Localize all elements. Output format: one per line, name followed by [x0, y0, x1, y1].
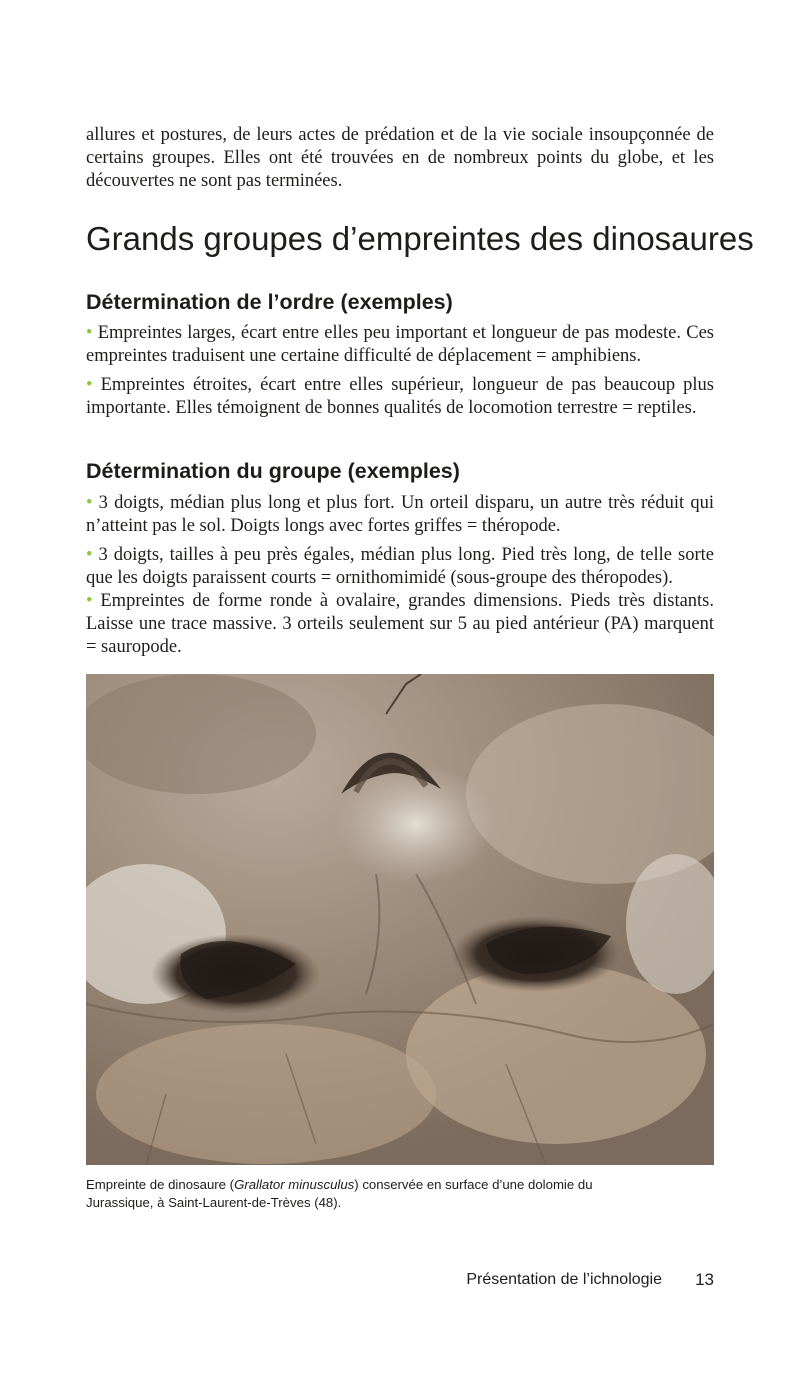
- bullet-icon: •: [86, 323, 93, 343]
- list-item: • Empreintes de forme ronde à ovalaire, grandes dimensions. Pieds très distants. Laisse une trace massive. 3 orteils seulement sur 5 au pied antérieur (PA) marquent = sauropode.: [86, 591, 715, 657]
- list-item: • Empreintes larges, écart entre elles peu important et longueur de pas modeste. Ces empreintes traduisent une certaine difficulté de déplacement = amphibiens.: [86, 323, 715, 366]
- list-item: • 3 doigts, tailles à peu près égales, médian plus long. Pied très long, de telle sorte que les doigts paraissent courts = ornithomimidé (sous-groupe des théropodes).: [86, 545, 714, 588]
- bullet-icon: •: [86, 545, 93, 565]
- bullet-icon: •: [86, 591, 93, 611]
- intro-paragraph: allures et postures, de leurs actes de prédation et de la vie sociale insoupçonnée de certains groupes. Elles ont été trouvées en de nombreux points du globe, et les découvertes ne sont pas terminées.: [86, 125, 714, 191]
- page-footer: [86, 1268, 714, 1292]
- order-list: [86, 322, 714, 426]
- section-heading: Grands groupes d’empreintes des dinosaures: [86, 220, 754, 257]
- dinosaur-footprint-photo: [86, 674, 714, 1165]
- subheading-order: Détermination de l’ordre (exemples): [86, 290, 453, 314]
- list-item: • Empreintes étroites, écart entre elles supérieur, longueur de pas beaucoup plus importante. Elles témoignent de bonnes qualités de locomotion terrestre = reptiles.: [86, 375, 715, 418]
- running-title: Présentation de l’ichnologie: [466, 1271, 662, 1288]
- species-name: Grallator minusculus: [234, 1177, 355, 1192]
- bullet-icon: •: [86, 493, 93, 513]
- list-item: • 3 doigts, médian plus long et plus fort. Un orteil disparu, un autre très réduit qui n’atteint pas le sol. Doigts longs avec fortes griffes = théropode.: [86, 493, 714, 536]
- group-list: [86, 492, 714, 665]
- bullet-icon: •: [86, 375, 93, 395]
- subheading-group: Détermination du groupe (exemples): [86, 459, 460, 483]
- photo-caption: Empreinte de dinosaure (Grallator minusculus) conservée en surface d’une dolomie du Jurassique, à Saint-Laurent-de-Trèves (48).: [86, 1177, 593, 1210]
- page-number: 13: [695, 1270, 714, 1289]
- footprint-image-icon: [86, 674, 714, 1165]
